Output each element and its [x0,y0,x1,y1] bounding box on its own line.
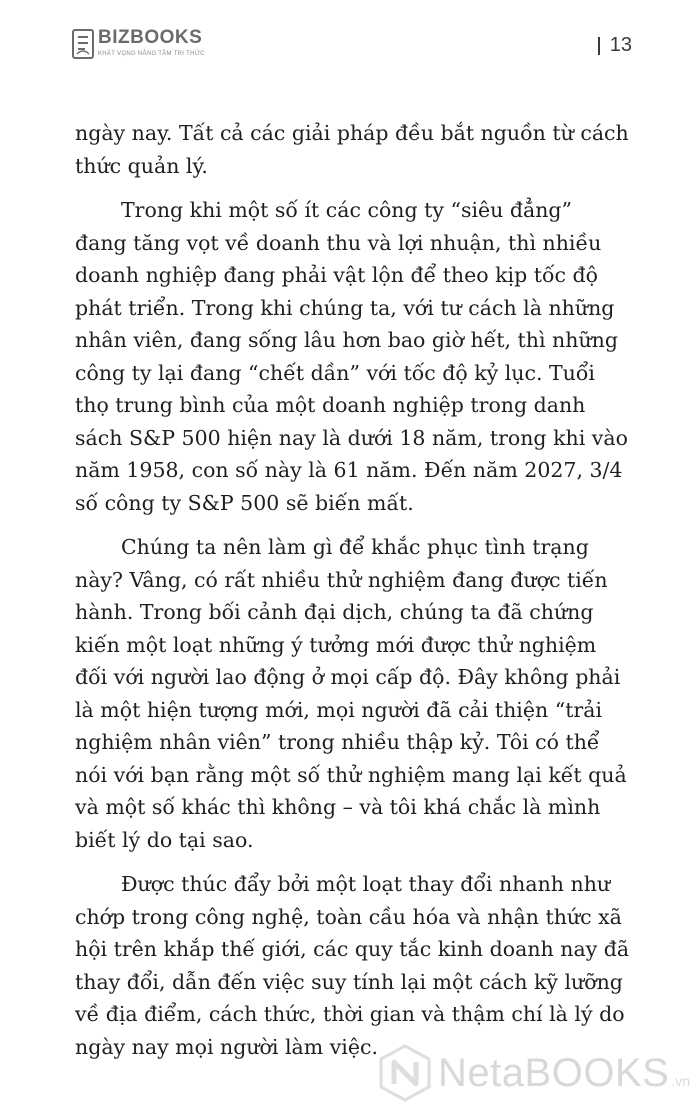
watermark-brand: NetaBOOKS [438,1050,670,1095]
logo-tagline: KHÁT VỌNG NÂNG TẦM TRI THỨC [98,51,205,57]
body-text [75,117,630,1075]
publisher-logo [72,28,205,59]
page-header [72,28,632,84]
bizbooks-logo-icon [72,29,94,59]
paragraph: Được thúc đẩy bởi một loạt thay đổi nhanh như chớp trong công nghệ, toàn cầu hóa và nhận thức xã hội trên khắp thế giới, các quy tắc kinh doanh nay đã thay đổi, dẫn đến việc suy tính lại một cách kỹ lưỡng về địa điểm, cách thức, thời gian và thậm chí là lý do ngày nay mọi người làm việc. [75,872,630,1059]
netabooks-logo-icon [378,1044,432,1102]
logo-text [98,28,205,58]
paragraph: ngày nay. Tất cả các giải pháp đều bắt nguồn từ cách thức quản lý. [75,121,629,178]
logo-name: BIZBOOKS [98,27,203,48]
page-number-value: 13 [609,34,632,56]
paragraph: Trong khi một số ít các công ty “siêu đẳng” đang tăng vọt về doanh thu và lợi nhuận, thì nhiều doanh nghiệp đang phải vật lộn để theo kịp tốc độ phát triển. Trong khi chúng ta, với tư cách là những nhân viên, đang sống lâu hơn bao giờ hết, thì những công ty lại đang “chết dần” với tốc độ kỷ lục. Tuổi thọ trung bình của một doanh nghiệp trong danh sách S&P 500 hiện nay là dưới 18 năm, trong khi vào năm 1958, con số này là 61 năm. Đến năm 2027, 3/4 số công ty S&P 500 sẽ biến mất. [75,198,628,515]
watermark-suffix: .vn [671,1073,690,1089]
paragraph: Chúng ta nên làm gì để khắc phục tình trạng này? Vâng, có rất nhiều thử nghiệm đang được tiến hành. Trong bối cảnh đại dịch, chúng ta đã chứng kiến một loạt những ý tưởng mới được thử nghiệm đối với người lao động ở mọi cấp độ. Đây không phải là một hiện tượng mới, mọi người đã cải thiện “trải nghiệm nhân viên” trong nhiều thập kỷ. Tôi có thể nói với bạn rằng một số thử nghiệm mang lại kết quả và một số khác thì không – và tôi khá chắc là mình biết lý do tại sao. [75,535,627,852]
page-number [598,34,632,57]
page-number-divider [598,37,600,55]
watermark [378,1044,690,1102]
